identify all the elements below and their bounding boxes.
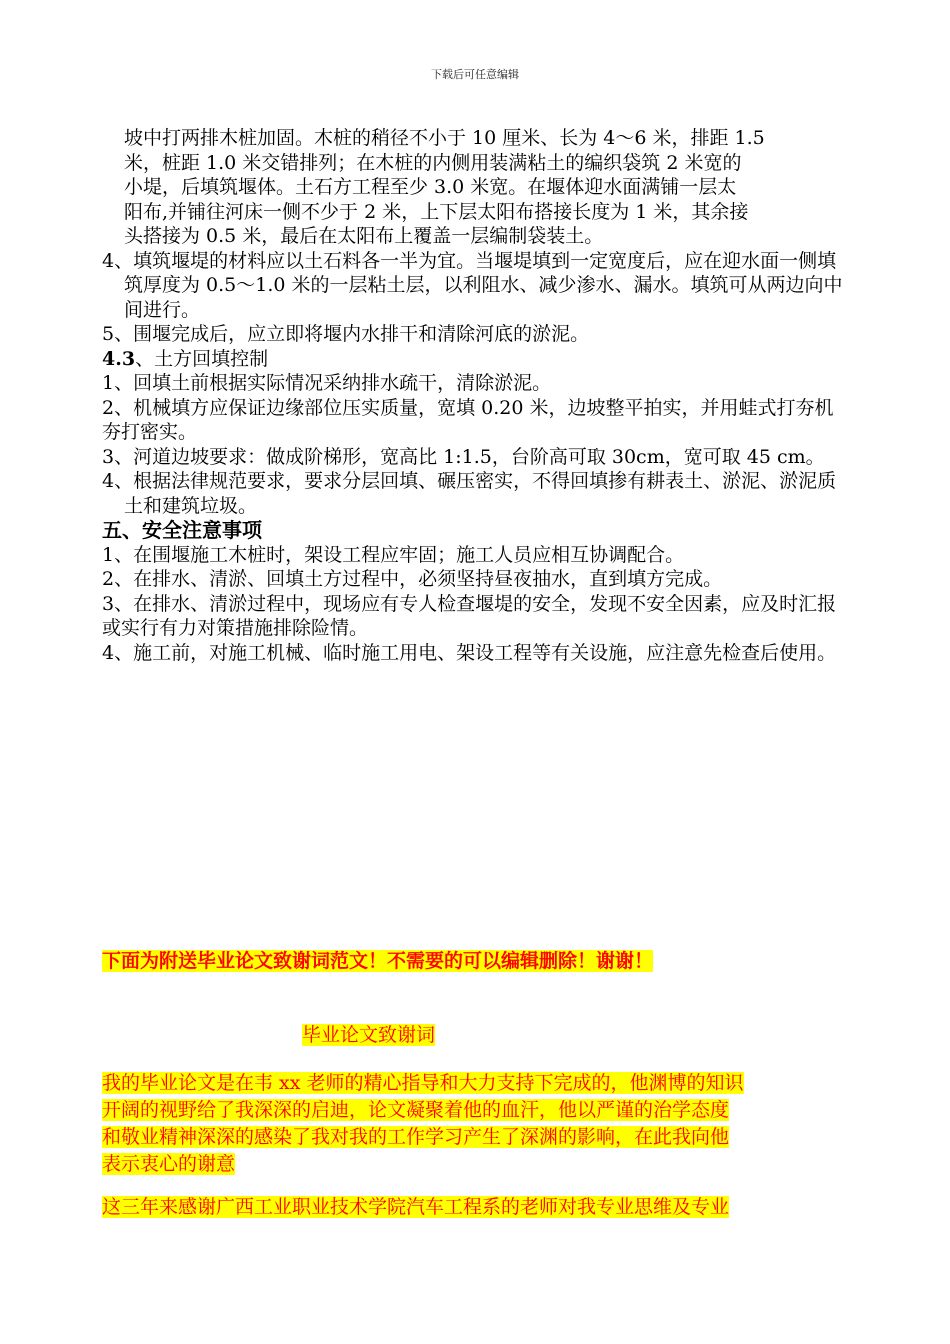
- ack-title-text: 毕业论文致谢词: [302, 1024, 436, 1046]
- ack-line-text: 开阔的视野给了我深深的启迪，论文凝聚着他的血汗，他以严谨的治学态度: [102, 1099, 730, 1121]
- ack-line-text: 我的毕业论文是在韦 xx 老师的精心指导和大力支持下完成的，他渊博的知识: [102, 1072, 744, 1094]
- notice-text: 下面为附送毕业论文致谢词范文！不需要的可以编辑删除！谢谢！: [102, 950, 654, 972]
- section-title: 、土方回填控制: [135, 347, 269, 370]
- ack-line: [102, 1070, 852, 1097]
- list-item: 5、围堰完成后，应立即将堰内水排干和清除河底的淤泥。: [102, 323, 590, 345]
- list-item: 4、根据法律规范要求，要求分层回填、碾压密实，不得回填掺有耕表土、淤泥、淤泥质土和建筑垃圾。: [102, 470, 837, 517]
- continuation-paragraph: [102, 126, 852, 249]
- text-line: 阳布,并铺往河床一侧不少于 2 米，上下层太阳布搭接长度为 1 米，其余接: [124, 200, 749, 223]
- text-line: 小堤，后填筑堰体。土石方工程至少 3.0 米宽。在堰体迎水面满铺一层太: [124, 176, 737, 198]
- ack-line: [102, 1097, 852, 1124]
- ack-line-text: 表示衷心的谢意: [102, 1153, 236, 1175]
- list-item: 4、填筑堰堤的材料应以土石料各一半为宜。当堰堤填到一定宽度后，应在迎水面一侧填筑厚度为 0.5～1.0 米的一层粘土层，以利阻水、减少渗水、漏水。填筑可从两边向中间进行。: [102, 249, 843, 321]
- section-number: 4.3: [102, 347, 136, 370]
- ack-line-text: 这三年来感谢广西工业职业技术学院汽车工程系的老师对我专业思维及专业: [102, 1196, 730, 1218]
- ack-line: [102, 1194, 852, 1221]
- list-item: 3、河道边坡要求：做成阶梯形，宽高比 1:1.5，台阶高可取 30cm，宽可取 45 cm。: [102, 445, 825, 468]
- list-item: 2、机械填方应保证边缘部位压实质量，宽填 0.20 米，边坡整平拍实，并用蛙式打夯机夯打密实。: [102, 396, 834, 443]
- list-item: 1、在围堰施工木桩时，架设工程应牢固；施工人员应相互协调配合。: [102, 543, 685, 566]
- text-line: 米，桩距 1.0 米交错排列；在木桩的内侧用装满粘土的编织袋筑 2 米宽的: [124, 151, 742, 174]
- section-heading-4-3: [102, 347, 852, 372]
- ack-line: [102, 1151, 852, 1178]
- section-heading-5: 五、安全注意事项: [102, 518, 262, 542]
- ack-title: [302, 1020, 435, 1047]
- appendix-notice: [102, 946, 653, 973]
- list-item: 2、在排水、清淤、回填土方过程中，必须坚持昼夜抽水，直到填方完成。: [102, 568, 723, 590]
- list-item: 3、在排水、清淤过程中，现场应有专人检查堰堤的安全，发现不安全因素，应及时汇报或实行有力对策措施排除险情。: [102, 592, 837, 639]
- ack-paragraph-2: [102, 1194, 852, 1221]
- ack-line: [102, 1124, 852, 1151]
- list-item: 1、回填土前根据实际情况采纳排水疏干，清除淤泥。: [102, 372, 552, 394]
- document-body: [102, 126, 852, 665]
- list-item: 4、施工前，对施工机械、临时施工用电、架设工程等有关设施，应注意先检查后使用。: [102, 641, 837, 664]
- text-line: 坡中打两排木桩加固。木桩的稍径不小于 10 厘米、长为 4～6 米，排距 1.5: [124, 127, 765, 149]
- ack-line-text: 和敬业精神深深的感染了我对我的工作学习产生了深渊的影响，在此我向他: [102, 1126, 730, 1148]
- page-header: 下载后可任意编辑: [431, 68, 519, 81]
- text-line: 头搭接为 0.5 米，最后在太阳布上覆盖一层编制袋装土。: [124, 225, 604, 247]
- ack-paragraph-1: [102, 1070, 852, 1178]
